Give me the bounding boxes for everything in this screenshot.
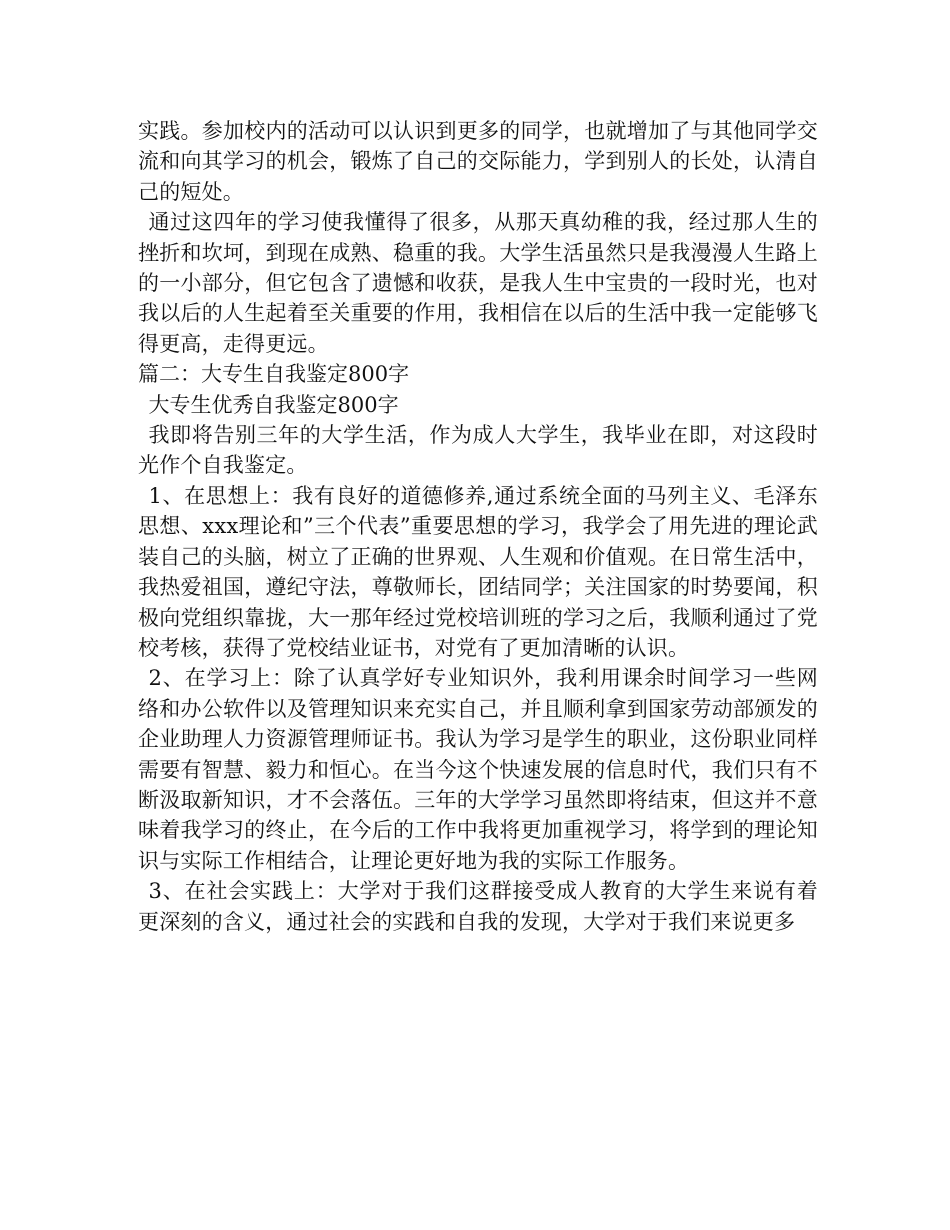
body-paragraph-practice: 3、在社会实践上：大学对于我们这群接受成人教育的大学生来说有着更深刻的含义，通过社会的实践和自我的发现，大学对于我们来说更多 bbox=[138, 879, 818, 934]
section-subheading: 大专生优秀自我鉴定800字 bbox=[148, 392, 399, 417]
body-paragraph-study: 2、在学习上：除了认真学好专业知识外，我利用课余时间学习一些网络和办公软件以及管理知识来充实自己，并且顺利拿到国家劳动部颁发的企业助理人力资源管理师证书。我认为学习是学生的职业，这份职业同样需要有智慧、毅力和恒心。在当今这个快速发展的信息时代，我们只有不断汲取新知识，才不会落伍。三年的大学学习虽然即将结束，但这并不意味着我学习的终止，在今后的工作中我将更加重视学习，将学到的理论知识与实际工作相结合，让理论更好地为我的实际工作服务。 bbox=[138, 666, 818, 873]
body-paragraph-3: 我即将告别三年的大学生活，作为成人大学生，我毕业在即，对这段时光作个自我鉴定。 bbox=[138, 423, 818, 478]
body-paragraph-thought: 1、在思想上：我有良好的道德修养,通过系统全面的马列主义、毛泽东思想、xxx理论和”三个代表”重要思想的学习，我学会了用先进的理论武装自己的头脑，树立了正确的世界观、人生观和价值观。在日常生活中，我热爱祖国，遵纪守法，尊敬师长，团结同学；关注国家的时势要闻，积极向党组织靠拢，大一那年经过党校培训班的学习之后，我顺利通过了党校考核，获得了党校结业证书，对党有了更加清晰的认识。 bbox=[138, 483, 818, 660]
document-page bbox=[138, 116, 818, 937]
body-paragraph-2: 通过这四年的学习使我懂得了很多，从那天真幼稚的我，经过那人生的挫折和坎坷，到现在成熟、稳重的我。大学生活虽然只是我漫漫人生路上的一小部分，但它包含了遗憾和收获，是我人生中宝贵的一段时光，也对我以后的人生起着至关重要的作用，我相信在以后的生活中我一定能够飞得更高，走得更远。 bbox=[138, 210, 818, 356]
body-paragraph-1: 实践。参加校内的活动可以认识到更多的同学，也就增加了与其他同学交流和向其学习的机会，锻炼了自己的交际能力，学到别人的长处，认清自己的短处。 bbox=[138, 119, 818, 204]
section-heading: 篇二：大专生自我鉴定800字 bbox=[138, 362, 410, 387]
